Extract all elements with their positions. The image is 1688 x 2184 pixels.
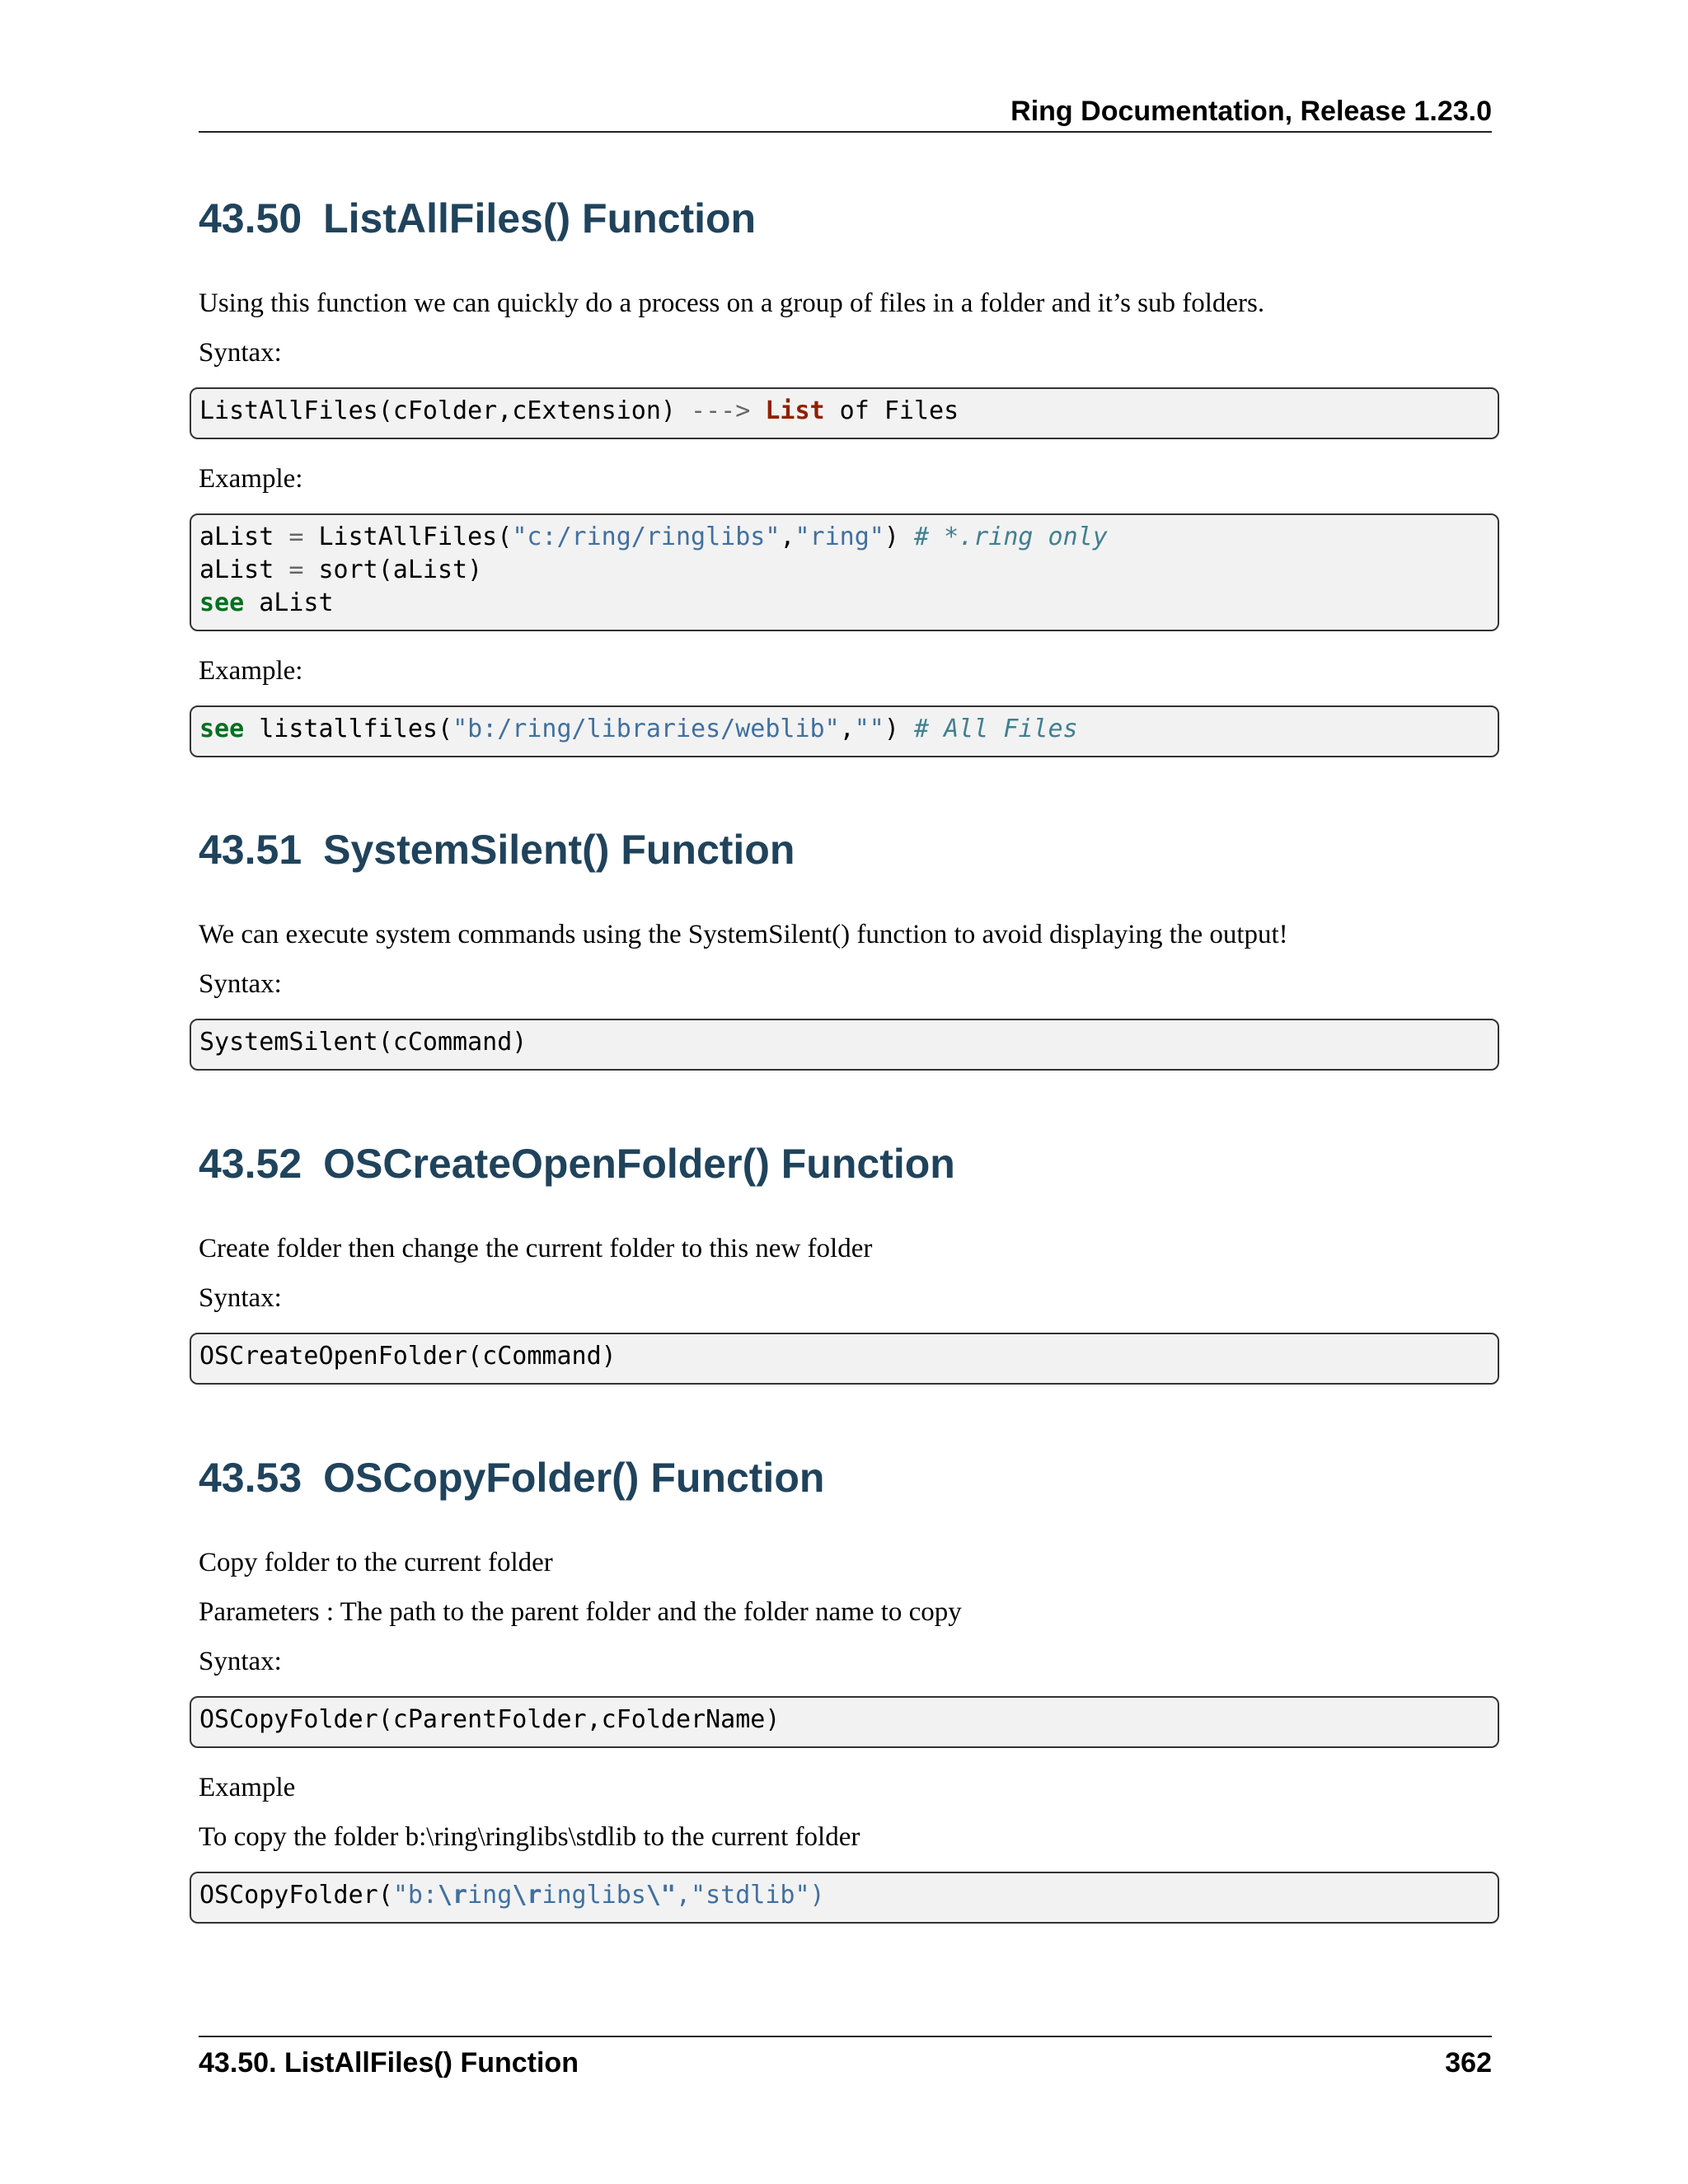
code-string: "b:/ring/libraries/weblib" [452, 715, 840, 743]
syntax-label: Syntax: [199, 1283, 282, 1313]
footer-section-title: 43.50. ListAllFiles() Function [199, 2047, 579, 2079]
syntax-label: Syntax: [199, 338, 282, 368]
example-description: To copy the folder b:\ring\ringlibs\stdlib to the current folder [199, 1822, 860, 1852]
code-string: "" [854, 715, 884, 743]
section-description: Create folder then change the current folder to this new folder [199, 1234, 873, 1263]
code-comment: # All Files [913, 715, 1078, 743]
code-string: "ring" [795, 523, 884, 551]
code-string: "b: [392, 1881, 438, 1910]
section-title: OSCreateOpenFolder() Function [323, 1141, 955, 1187]
syntax-code-block: OSCreateOpenFolder(cCommand) [190, 1333, 1499, 1385]
section-heading-43-51 [199, 825, 795, 874]
section-heading-43-50 [199, 194, 756, 243]
syntax-code-block: OSCopyFolder(cParentFolder,cFolderName) [190, 1696, 1499, 1748]
section-title: ListAllFiles() Function [323, 195, 757, 241]
code-function: ListAllFiles(cFolder,cExtension) [199, 396, 692, 425]
example-code-block [190, 513, 1499, 631]
code-text: , [780, 523, 795, 551]
code-keyword: see [199, 588, 245, 617]
syntax-label: Syntax: [199, 969, 282, 999]
section-description: Using this function we can quickly do a process on a group of files in a folder and it’s sub folders. [199, 288, 1265, 318]
code-text: aList [199, 523, 289, 551]
code-text: listallfiles( [244, 715, 453, 743]
page-number: 362 [1445, 2047, 1492, 2079]
code-string: inglibs [542, 1881, 646, 1910]
section-number: 43.53 [199, 1455, 302, 1501]
section-heading-43-52 [199, 1139, 955, 1188]
code-text: ) [884, 523, 914, 551]
code-escape: \r [512, 1881, 542, 1910]
parameters-text: Parameters : The path to the parent folder and the folder name to copy [199, 1597, 962, 1627]
code-keyword: see [199, 715, 245, 743]
code-text: aList [199, 555, 289, 584]
code-comment: # *.ring only [913, 523, 1108, 551]
section-description: We can execute system commands using the SystemSilent() function to avoid displaying the output! [199, 920, 1288, 949]
footer-divider [199, 2036, 1492, 2037]
code-operator: = [288, 523, 304, 551]
running-header: Ring Documentation, Release 1.23.0 [199, 91, 1492, 133]
document-page [199, 0, 1492, 2184]
example-code-block [190, 1872, 1499, 1924]
code-text: ) [884, 715, 914, 743]
syntax-label: Syntax: [199, 1647, 282, 1676]
section-number: 43.52 [199, 1141, 302, 1187]
section-title: OSCopyFolder() Function [323, 1455, 825, 1501]
section-number: 43.50 [199, 195, 302, 241]
syntax-code-block: SystemSilent(cCommand) [190, 1019, 1499, 1071]
code-text: of Files [824, 396, 959, 425]
code-operator: ---> [691, 396, 751, 425]
code-text: aList [244, 588, 334, 617]
syntax-code-block [190, 387, 1499, 439]
code-text: sort(aList) [303, 555, 483, 584]
example-label: Example: [199, 464, 303, 494]
example-label: Example: [199, 656, 303, 686]
example-code-block [190, 705, 1499, 757]
code-builtin: List [765, 396, 825, 425]
section-number: 43.51 [199, 827, 302, 873]
code-escape: \" [645, 1881, 676, 1910]
code-string: ,"stdlib") [676, 1881, 825, 1910]
example-label: Example [199, 1773, 296, 1802]
code-string: ing [467, 1881, 513, 1910]
section-heading-43-53 [199, 1453, 824, 1502]
code-operator: = [288, 555, 304, 584]
section-description: Copy folder to the current folder [199, 1548, 553, 1577]
section-title: SystemSilent() Function [323, 827, 795, 873]
code-text: , [839, 715, 855, 743]
code-text: ListAllFiles( [303, 523, 513, 551]
code-string: "c:/ring/ringlibs" [512, 523, 781, 551]
code-space [750, 396, 765, 425]
code-text: OSCopyFolder( [199, 1881, 393, 1910]
code-escape: \r [438, 1881, 468, 1910]
